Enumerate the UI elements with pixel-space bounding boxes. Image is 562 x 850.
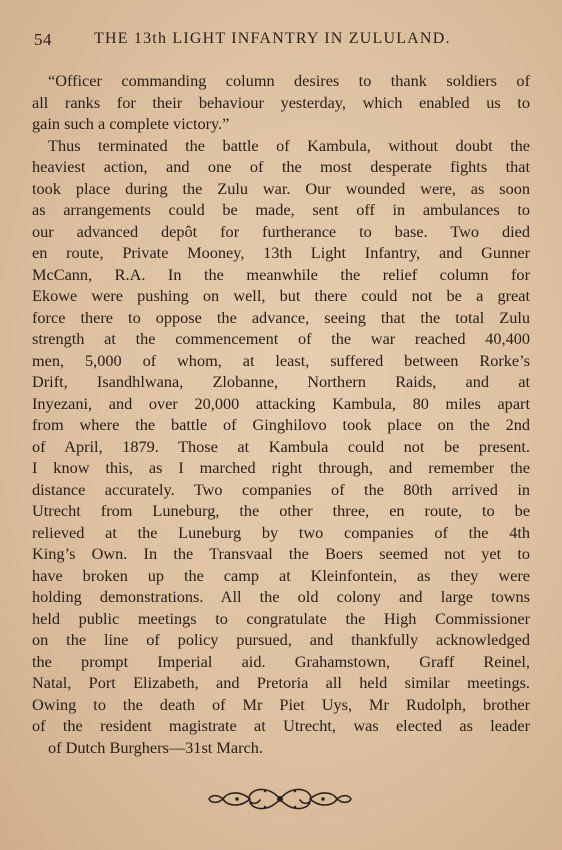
text-line: our advanced depôt for furtherance to base. Two died [32, 221, 530, 241]
text-line: all ranks for their behaviour yesterday, which enabled us to [32, 92, 530, 112]
text-line: Drift, Isandhlwana, Zlobanne, Northern Raids, and at [32, 372, 530, 391]
text-line: distance accurately. Two companies of the 80th arrived in [32, 479, 530, 499]
text-line: en route, Private Mooney, 13th Light Infantry, and Gunner [32, 243, 530, 262]
body-text [32, 70, 530, 758]
page-number: 54 [34, 30, 52, 49]
text-line: Natal, Port Elizabeth, and Pretoria all held similar meetings. [32, 673, 530, 692]
text-line: “Officer commanding column desires to thank soldiers of [48, 71, 530, 90]
text-line: holding demonstrations. All the old colony and large towns [32, 587, 530, 606]
text-line: heaviest action, and one of the most desperate fights that [32, 157, 530, 176]
text-line: took place during the Zulu war. Our wounded were, as soon [32, 178, 530, 198]
text-line: on the line of policy pursued, and thankfully acknowledged [32, 630, 530, 649]
text-line: gain such a complete victory.” [32, 114, 230, 133]
text-line: as arrangements could be made, sent off in ambulances to [32, 200, 530, 219]
running-title: THE 13th LIGHT INFANTRY IN ZULULAND. [94, 30, 451, 47]
text-line: I know this, as I marched right through, and remember the [32, 458, 530, 477]
text-line: Inyezani, and over 20,000 attacking Kambula, 80 miles apart [32, 393, 530, 413]
text-line: strength at the commencement of the war reached 40,400 [32, 329, 530, 348]
text-line: of the resident magistrate at Utrecht, was elected as leader [32, 716, 530, 735]
text-line: Owing to the death of Mr Piet Uys, Mr Rudolph, brother [32, 694, 530, 714]
text-line: from where the battle of Ginghilovo took place on the 2nd [32, 415, 530, 434]
text-line: force there to oppose the advance, seeing that the total Zulu [32, 307, 530, 327]
text-line: held public meetings to congratulate the High Commissioner [32, 608, 530, 628]
text-line: Utrecht from Luneburg, the other three, en route, to be [32, 501, 530, 520]
text-line: Thus terminated the battle of Kambula, without doubt the [48, 135, 530, 155]
text-line: have broken up the camp at Kleinfontein, as they were [32, 565, 530, 585]
text-line: relieved at the Luneburg by two companies of the 4th [32, 522, 530, 542]
text-line: of Dutch Burghers—31st March. [48, 737, 263, 757]
text-line: McCann, R.A. In the meanwhile the relief column for [32, 264, 530, 284]
running-head [34, 30, 534, 54]
text-line: Ekowe were pushing on well, but there could not be a great [32, 286, 530, 305]
text-line: of April, 1879. Those at Kambula could not be present. [32, 436, 530, 456]
text-line: the prompt Imperial aid. Grahamstown, Graff Reinel, [32, 651, 530, 671]
text-line: men, 5,000 of whom, at least, suffered between Rorke’s [32, 350, 530, 370]
scroll-flourish-icon [205, 782, 355, 816]
text-line: King’s Own. In the Transvaal the Boers seemed not yet to [32, 544, 530, 563]
